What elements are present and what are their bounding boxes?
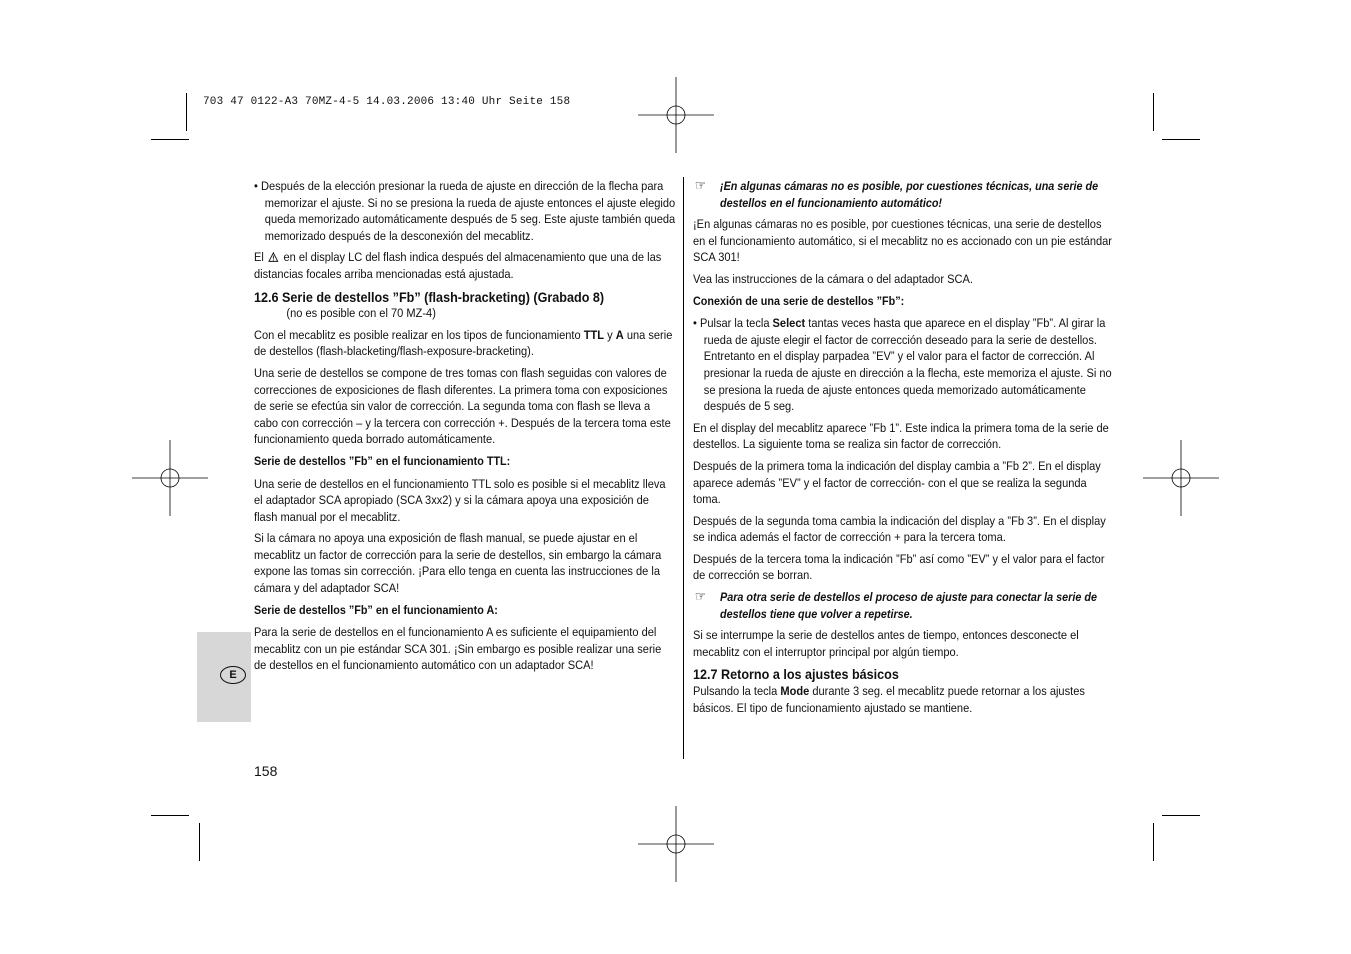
paragraph [254, 327, 675, 360]
page-number: 158 [254, 763, 278, 779]
paragraph: Vea las instrucciones de la cámara o del adaptador SCA. [693, 271, 973, 286]
crop-mark [186, 93, 187, 131]
registration-mark-icon [638, 806, 714, 882]
paragraph: Después de la segunda toma cambia la indicación del display a ”Fb 3”. En el display se indica además el factor de corrección + para la tercera toma. [693, 513, 1106, 545]
registration-mark-icon [638, 77, 714, 153]
right-column [693, 178, 1116, 721]
paragraph: Si la cámara no apoya una exposición de flash manual, se puede ajustar en el mecablitz un factor de corrección para la serie de destellos, sin embargo la cámara expone las tomas sin corrección. ¡Para ello tenga en cuenta las instrucciones de la cámara y del adaptador SCA! [254, 531, 662, 596]
crop-mark [1162, 139, 1200, 140]
subheading: Conexión de una serie de destellos ”Fb”: [693, 293, 905, 308]
text-span: durante 3 seg. el mecablitz puede retornar a los ajustes básicos. El tipo de funcionamiento ajustado se mantiene. [693, 684, 1085, 715]
paragraph: Una serie de destellos en el funcionamiento TTL solo es posible si el mecablitz lleva el adaptador SCA apropiado (SCA 3xx2) y si la cámara apoya una exposición de flash manual por el mecablitz. [254, 476, 666, 524]
select-key-term: Select [772, 316, 806, 331]
mode-key-term: Mode [780, 684, 810, 699]
left-column [254, 178, 675, 679]
crop-mark [1153, 823, 1154, 861]
section-heading: 12.6 Serie de destellos ”Fb” (flash-bracketing) (Grabado 8) [254, 288, 605, 305]
column-divider [683, 177, 684, 759]
paragraph: ¡En algunas cámaras no es posible, por cuestiones técnicas, una serie de destellos en el funcionamiento automático, si el mecablitz no es accionado con un pie estándar SCA 301! [693, 217, 1112, 265]
ttl-term: TTL [583, 327, 605, 342]
pointing-hand-icon: ☞ [694, 177, 707, 193]
crop-mark [151, 139, 189, 140]
registration-mark-icon [1143, 440, 1219, 516]
paragraph: En el display del mecablitz aparece ”Fb 1”. Este indica la primera toma de la serie de destellos. La siguiente toma se realiza sin factor de corrección. [693, 420, 1109, 452]
text-span: Pulsar la tecla [699, 316, 770, 331]
crop-mark [1153, 93, 1154, 131]
subheading: Serie de destellos ”Fb” en el funcionamiento A: [254, 602, 498, 617]
a-term: A [615, 327, 624, 342]
text-span: una serie de destellos (flash-blacketing/flash-exposure-bracketing). [254, 327, 673, 359]
crop-mark [1162, 815, 1200, 816]
crop-mark [151, 815, 189, 816]
paragraph: Si se interrumpe la serie de destellos antes de tiempo, entonces desconecte el mecablitz con el interruptor principal por algún tiempo. [693, 628, 1079, 659]
language-badge: E [220, 666, 246, 684]
paragraph: Para la serie de destellos en el funcionamiento A es suficiente el equipamiento del mecablitz con un pie estándar SCA 301. ¡Sin embargo es posible realizar una serie de destellos en el funcionamiento automático con un adaptador SCA! [254, 625, 662, 673]
warning-triangle-icon [269, 252, 279, 262]
pointing-hand-icon: ☞ [694, 588, 707, 605]
text-span: y [607, 327, 613, 342]
text-span: tantas veces hasta que aparece en el display ”Fb”. Al girar la rueda de ajuste elegir el factor de corrección deseado para la serie de destellos. Entretanto en el display parpadea ”EV” y el valor para el factor de corrección. Al presionar la rueda de ajuste en dirección a la flecha, este memoriza el ajuste. Si no se presiona la rueda de ajuste entonces queda memorizado automáticamente después de 5 seg. [703, 316, 1112, 414]
paragraph: Después de la tercera toma la indicación ”Fb” así como ”EV” y el valor para el factor de corrección se borran. [693, 551, 1105, 583]
paragraph [693, 683, 1116, 716]
paragraph: Una serie de destellos se compone de tres tomas con flash seguidas con valores de correcciones de exposiciones de flash diferentes. La primera toma con exposiciones de serie se efectúa sin valor de corrección. La segunda toma con flash se lleva a cabo con corrección – y la tercera con corrección +. Después de la tercera toma este funcionamiento queda borrado automáticamente. [254, 365, 671, 447]
text-span: en el display LC del flash indica después del almacenamiento que una de las distancias focales arriba mencionadas está ajustada. [254, 250, 662, 281]
paragraph: Después de la primera toma la indicación del display cambia a ”Fb 2”. En el display aparece además ”EV” y el factor de corrección- con el que se realiza la segunda toma. [693, 458, 1101, 507]
bullet-text: Después de la elección presionar la rueda de ajuste en dirección de la flecha para memorizar el ajuste. Si no se presiona la rueda de ajuste entonces el ajuste elegido queda memorizado automáticamente después de 5 seg. Este ajuste también queda memorizado después de la desconexión del mecablitz. [260, 179, 676, 243]
text-span: El [254, 250, 264, 265]
bullet-paragraph: • Pulsar la tecla Select tantas veces hasta que aparece en el display ”Fb”. Al girar la rueda de ajuste elegir el factor de corrección deseado para la serie de destellos. Entretanto en el display parpadea ”EV” y el valor para el factor de corrección. Al presionar la rueda de ajuste en dirección a la flecha, este memoriza el ajuste. Si no se presiona la rueda de ajuste entonces queda memorizado automáticamente después de 5 seg. [693, 316, 1112, 414]
paragraph [254, 249, 675, 282]
text-span: Pulsando la tecla [693, 684, 778, 699]
section-subheading: (no es posible con el 70 MZ-4) [286, 306, 436, 321]
subheading: Serie de destellos ”Fb” en el funcionamiento TTL: [254, 453, 511, 468]
crop-mark [199, 823, 200, 861]
note-text: ¡En algunas cámaras no es posible, por cuestiones técnicas, una serie de destellos en el funcionamiento automático! [720, 179, 1099, 210]
text-span: Con el mecablitz es posible realizar en los tipos de funcionamiento [254, 327, 581, 342]
note-text: Para otra serie de destellos el proceso de ajuste para conectar la serie de destellos tiene que volver a repetirse. [720, 590, 1097, 621]
registration-mark-icon [132, 440, 208, 516]
section-heading: 12.7 Retorno a los ajustes básicos [693, 666, 899, 683]
note-paragraph [693, 178, 1116, 211]
print-header-line: 703 47 0122-A3 70MZ-4-5 14.03.2006 13:40 Uhr Seite 158 [203, 96, 571, 108]
note-paragraph [693, 589, 1116, 622]
bullet-paragraph: • Después de la elección presionar la rueda de ajuste en dirección de la flecha para memorizar el ajuste. Si no se presiona la rueda de ajuste entonces el ajuste elegido queda memorizado automáticamente después de 5 seg. Este ajuste también queda memorizado después de la desconexión del mecablitz. [254, 179, 676, 243]
